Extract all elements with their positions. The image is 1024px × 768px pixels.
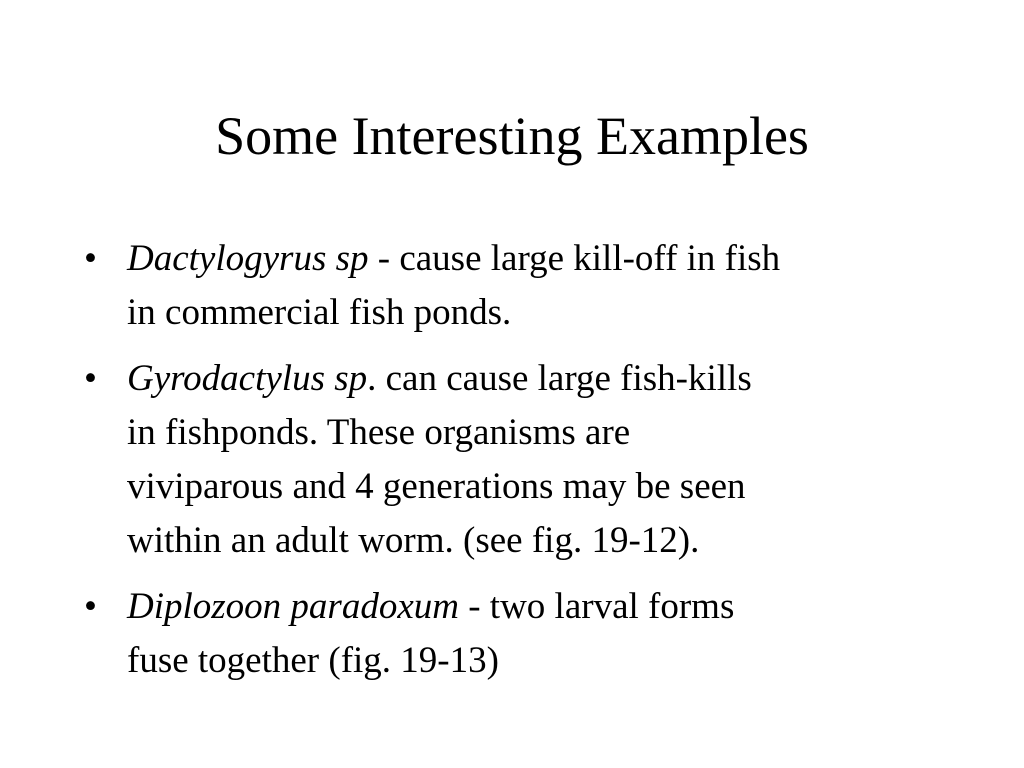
bullet-item-diplozoon xyxy=(84,580,964,688)
bullet-text: - cause large kill-off in fish xyxy=(368,238,781,279)
species-name: Gyrodactylus sp xyxy=(127,358,368,399)
bullet-marker: • xyxy=(84,586,97,627)
bullet-list xyxy=(84,232,964,700)
slide-title: Some Interesting Examples xyxy=(215,106,809,166)
bullet-line: viviparous and 4 generations may be seen xyxy=(127,466,746,507)
bullet-line: fuse together (fig. 19-13) xyxy=(127,640,499,681)
bullet-line xyxy=(127,580,964,634)
species-name: Diplozoon paradoxum xyxy=(127,586,459,627)
bullet-text: - two larval forms xyxy=(458,586,735,627)
bullet-line: in commercial fish ponds. xyxy=(127,292,512,333)
bullet-text: . can cause large fish-kills xyxy=(367,358,752,399)
bullet-line xyxy=(127,352,964,406)
bullet-line: within an adult worm. (see fig. 19-12). xyxy=(127,520,700,561)
species-name: Dactylogyrus sp xyxy=(127,238,369,279)
bullet-marker: • xyxy=(84,238,97,279)
bullet-marker: • xyxy=(84,358,97,399)
bullet-line xyxy=(127,232,964,286)
bullet-item-gyrodactylus xyxy=(84,352,964,568)
bullet-item-dactylogyrus xyxy=(84,232,964,340)
bullet-line: in fishponds. These organisms are xyxy=(127,412,631,453)
